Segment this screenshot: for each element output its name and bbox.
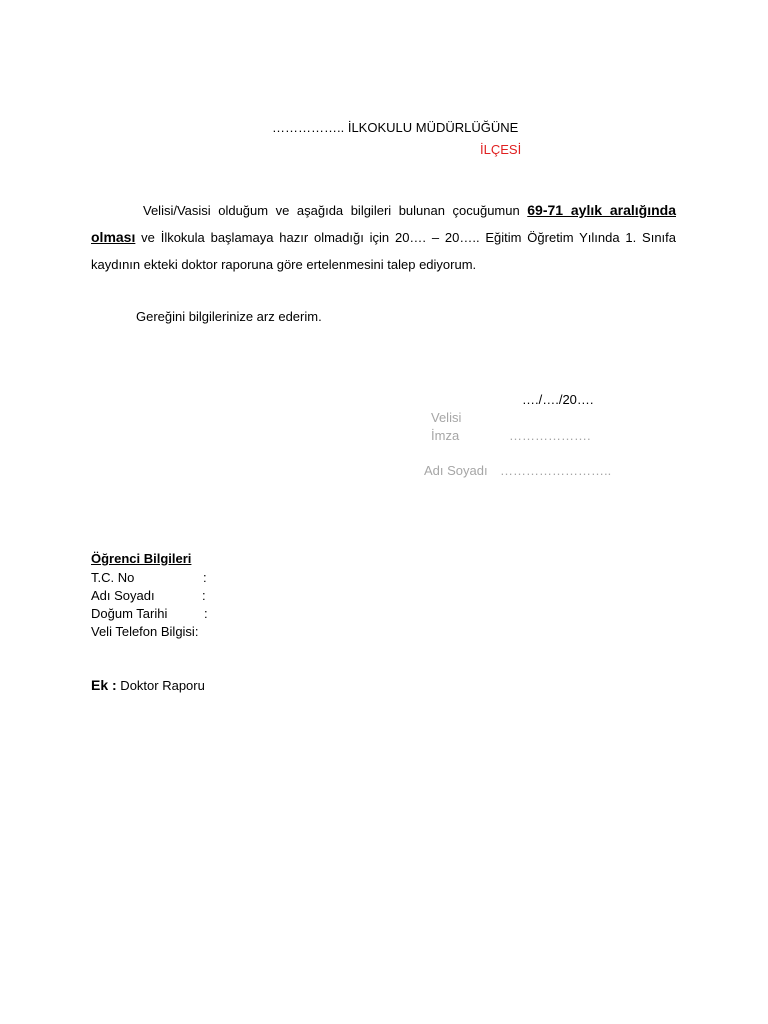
name-dots: …………………….. — [500, 463, 612, 478]
date-line: …./…./20…. — [522, 392, 594, 407]
attachment-line — [91, 677, 205, 695]
signature-dots: ………………. — [509, 428, 591, 443]
request-text-start: Velisi/Vasisi olduğum ve aşağıda bilgileri bulunan çocuğumun — [143, 203, 528, 218]
field-sep-birthdate: : — [204, 606, 208, 621]
field-label-phone: Veli Telefon Bilgisi: — [91, 624, 199, 639]
request-paragraph — [91, 197, 676, 278]
attachment-value: Doktor Raporu — [116, 678, 205, 693]
field-label-tc: T.C. No — [91, 570, 135, 585]
field-sep-name: : — [202, 588, 206, 603]
age-range-emphasis: 69-71 aylık aralığında olması — [91, 202, 676, 245]
closing-line: Gereğini bilgilerinize arz ederim. — [136, 309, 322, 324]
field-sep-tc: : — [203, 570, 207, 585]
field-label-birthdate: Doğum Tarihi — [91, 606, 168, 621]
signature-label: İmza — [431, 428, 460, 443]
guardian-label: Velisi — [431, 410, 462, 425]
attachment-label: Ek : — [91, 677, 117, 693]
recipient-line: …………….. İLKOKULU MÜDÜRLÜĞÜNE — [272, 120, 519, 135]
field-label-name: Adı Soyadı — [91, 588, 155, 603]
district-line: İLÇESİ — [480, 142, 522, 157]
name-label: Adı Soyadı — [424, 463, 488, 478]
request-text-end: ve İlkokula başlamaya hazır olmadığı için 20…. – 20….. Eğitim Öğretim Yılında 1. Sınıfa kaydının ekteki doktor raporuna göre ertelenmesini talep ediyorum. — [91, 230, 676, 272]
student-info-heading: Öğrenci Bilgileri — [91, 551, 192, 566]
